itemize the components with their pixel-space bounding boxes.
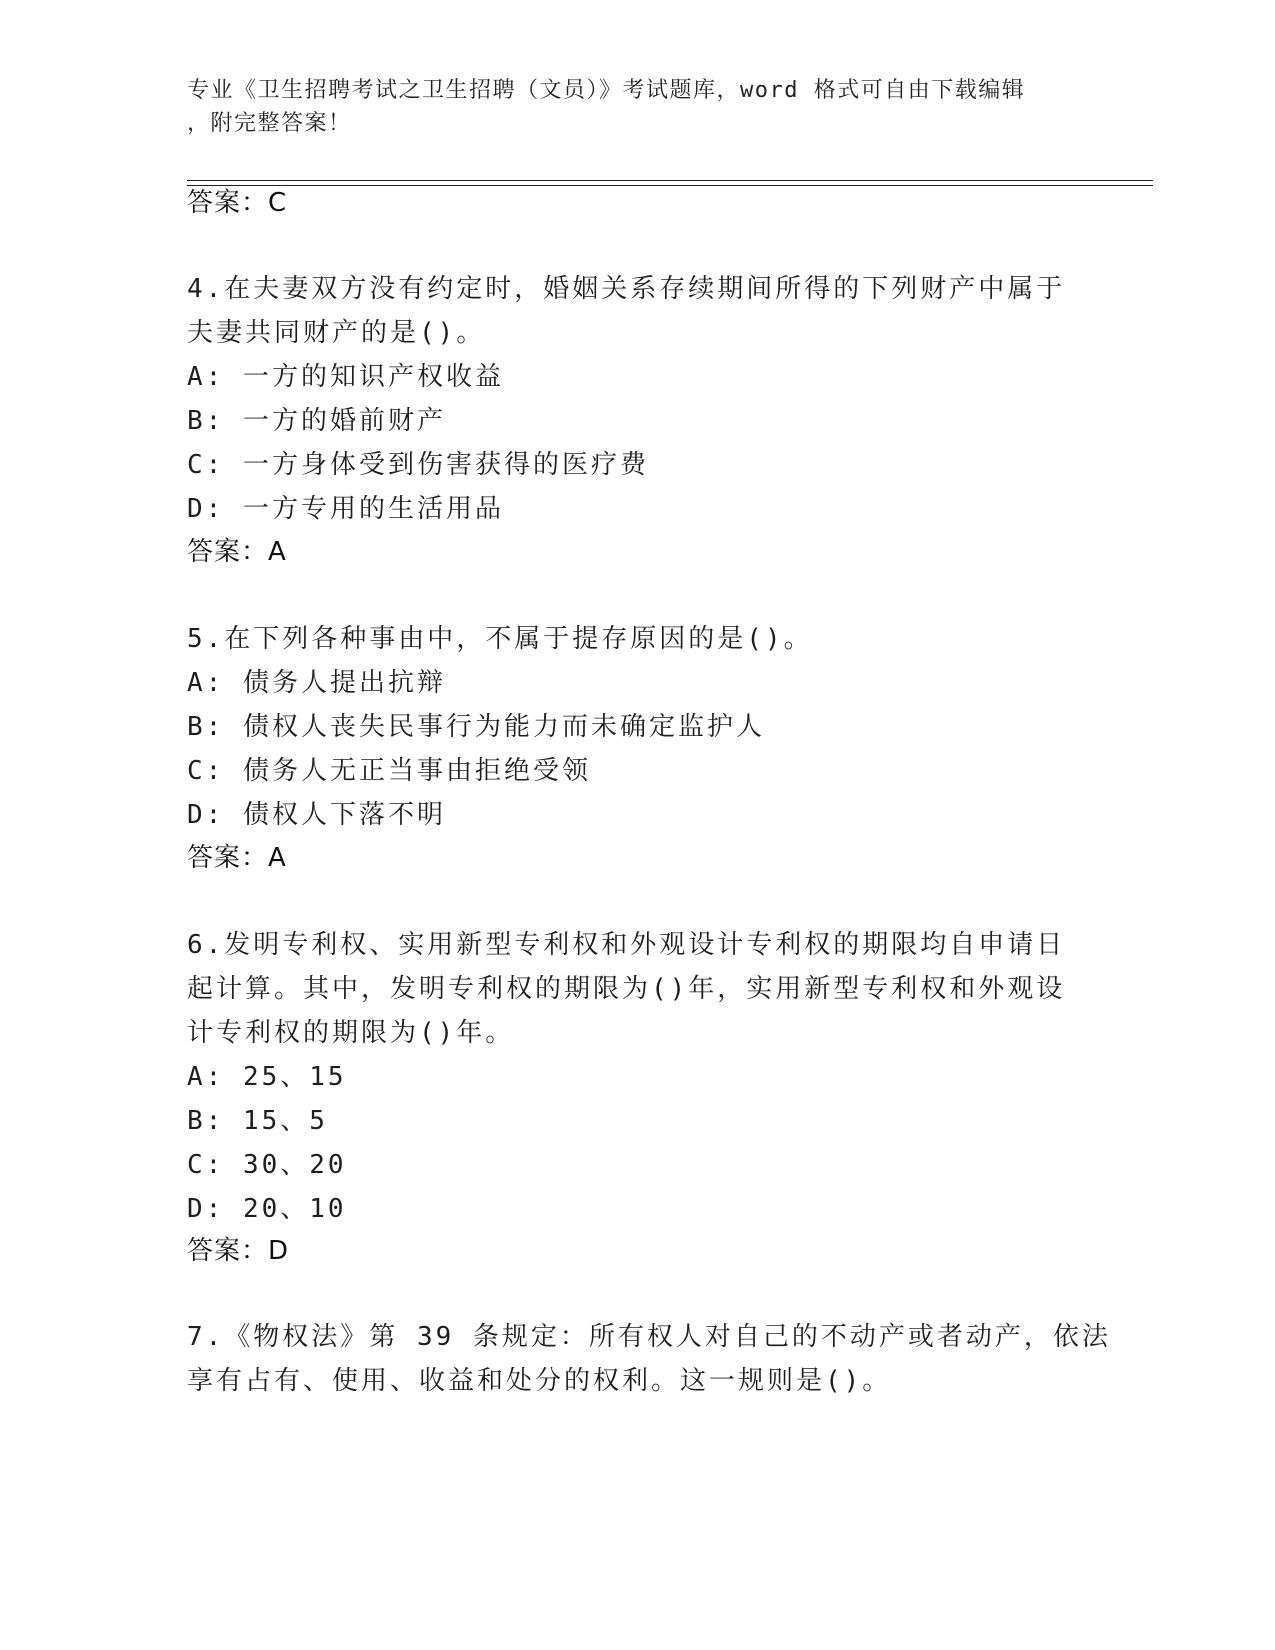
header-line-2: ，附完整答案！ bbox=[187, 111, 352, 136]
q5-stem-line-1: 5.在下列各种事由中，不属于提存原因的是()。 bbox=[187, 624, 813, 654]
q4-option-a: A: 一方的知识产权收益 bbox=[187, 362, 504, 392]
q7-stem-line-1: 7.《物权法》第 39 条规定：所有权人对自己的不动产或者动产，依法 bbox=[187, 1322, 1111, 1352]
q4-option-b: B: 一方的婚前财产 bbox=[187, 406, 446, 436]
q5-answer: 答案：A bbox=[187, 843, 287, 873]
q4-option-d: D: 一方专用的生活用品 bbox=[187, 494, 504, 524]
q4-stem-line-1: 4.在夫妻双方没有约定时，婚姻关系存续期间所得的下列财产中属于 bbox=[187, 274, 1066, 304]
q6-option-b: B: 15、5 bbox=[187, 1106, 328, 1136]
q6-stem-line-2: 起计算。其中，发明专利权的期限为()年，实用新型专利权和外观设 bbox=[187, 974, 1066, 1004]
prev-question-answer: 答案：C bbox=[187, 188, 288, 218]
q7-stem-line-2: 享有占有、使用、收益和处分的权利。这一规则是()。 bbox=[187, 1366, 892, 1396]
q5-option-c: C: 债务人无正当事由拒绝受领 bbox=[187, 756, 591, 786]
header-line-1: 专业《卫生招聘考试之卫生招聘（文员）》考试题库，word 格式可自由下载编辑 bbox=[187, 78, 1026, 103]
q6-stem-line-3: 计专利权的期限为()年。 bbox=[187, 1018, 515, 1048]
q4-option-c: C: 一方身体受到伤害获得的医疗费 bbox=[187, 450, 649, 480]
q5-option-d: D: 债权人下落不明 bbox=[187, 800, 446, 830]
q6-option-c: C: 30、20 bbox=[187, 1150, 347, 1180]
document-header bbox=[187, 74, 1087, 140]
q6-answer: 答案：D bbox=[187, 1236, 290, 1266]
q6-option-a: A: 25、15 bbox=[187, 1062, 347, 1092]
q4-answer: 答案：A bbox=[187, 537, 287, 567]
q5-option-b: B: 债权人丧失民事行为能力而未确定监护人 bbox=[187, 712, 765, 742]
header-divider-bottom bbox=[187, 185, 1153, 186]
q4-stem-line-2: 夫妻共同财产的是()。 bbox=[187, 318, 486, 348]
q6-stem-line-1: 6.发明专利权、实用新型专利权和外观设计专利权的期限均自申请日 bbox=[187, 930, 1066, 960]
q6-option-d: D: 20、10 bbox=[187, 1194, 347, 1224]
q5-option-a: A: 债务人提出抗辩 bbox=[187, 668, 446, 698]
header-divider-top bbox=[187, 180, 1153, 181]
